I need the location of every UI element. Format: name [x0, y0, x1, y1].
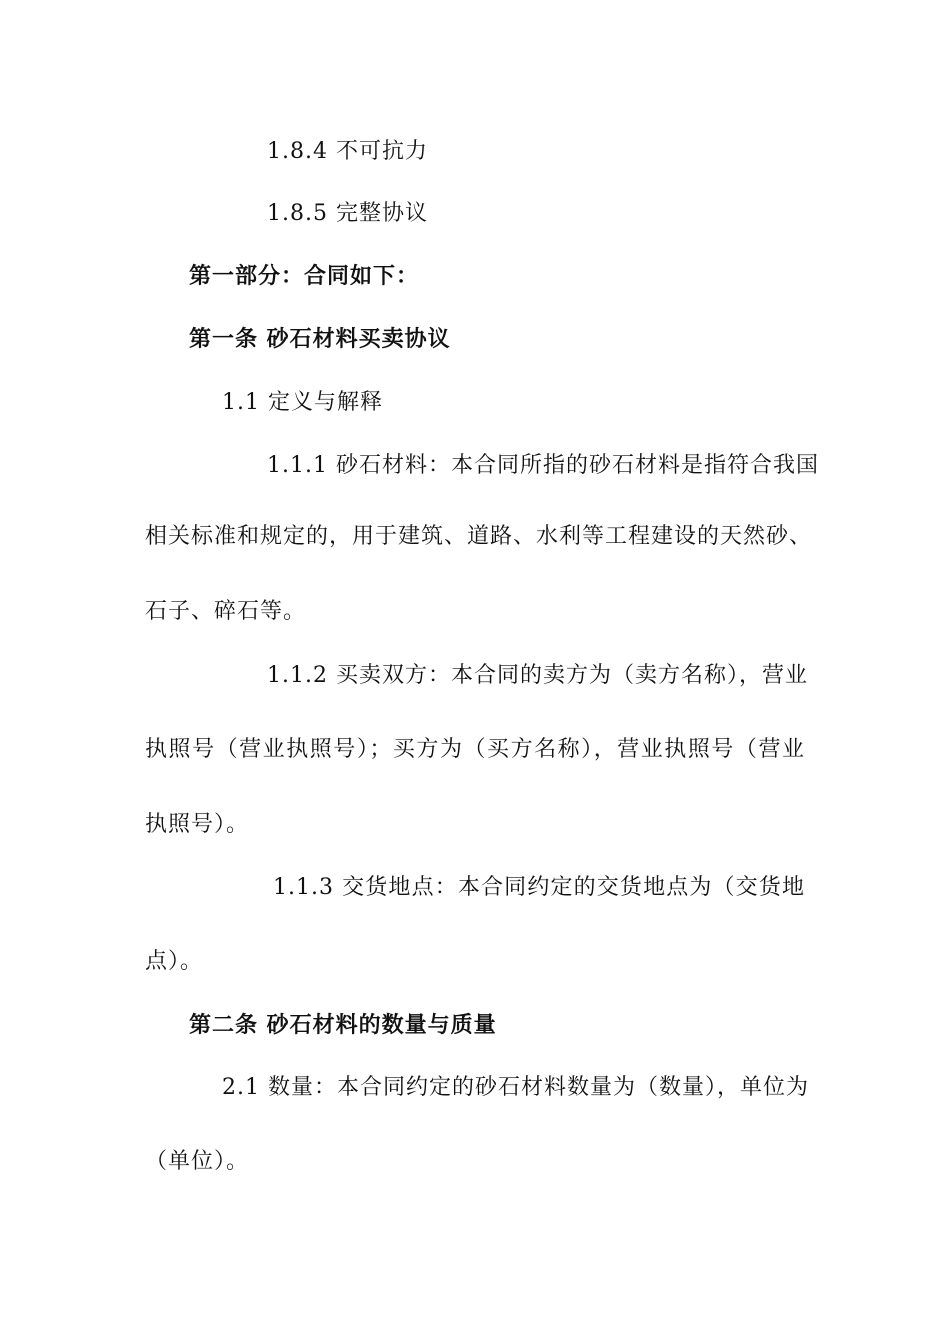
part-one-heading: 第一部分：合同如下： — [189, 264, 420, 289]
article-two-heading: 第二条 砂石材料的数量与质量 — [189, 1013, 497, 1038]
clause-1-1-2-line-2: 执照号（营业执照号）；买方为（买方名称），营业执照号（营业 — [145, 737, 805, 762]
clause-1-1-1-line-2: 相关标准和规定的，用于建筑、道路、水利等工程建设的天然砂、 — [145, 524, 813, 549]
clause-1-1-3-line-2: 点）。 — [145, 949, 204, 974]
clause-1-1-1-line-3: 石子、碎石等。 — [145, 599, 307, 624]
clause-1-1-3-line-1: 1.1.3 交货地点：本合同约定的交货地点为（交货地 — [273, 875, 805, 900]
clause-2-1-line-1: 2.1 数量：本合同约定的砂石材料数量为（数量），单位为 — [222, 1075, 809, 1100]
clause-2-1-line-2: （单位）。 — [145, 1149, 250, 1174]
article-one-heading: 第一条 砂石材料买卖协议 — [189, 327, 451, 352]
clause-1-1-1-line-1: 1.1.1 砂石材料：本合同所指的砂石材料是指符合我国 — [267, 453, 819, 478]
clause-1-1-2-line-3: 执照号）。 — [145, 812, 250, 837]
clause-1-8-5: 1.8.5 完整协议 — [267, 201, 428, 226]
clause-1-1-2-line-1: 1.1.2 买卖双方：本合同的卖方为（卖方名称），营业 — [267, 663, 808, 688]
clause-1-8-4: 1.8.4 不可抗力 — [267, 139, 428, 164]
section-1-1-heading: 1.1 定义与解释 — [222, 390, 383, 415]
